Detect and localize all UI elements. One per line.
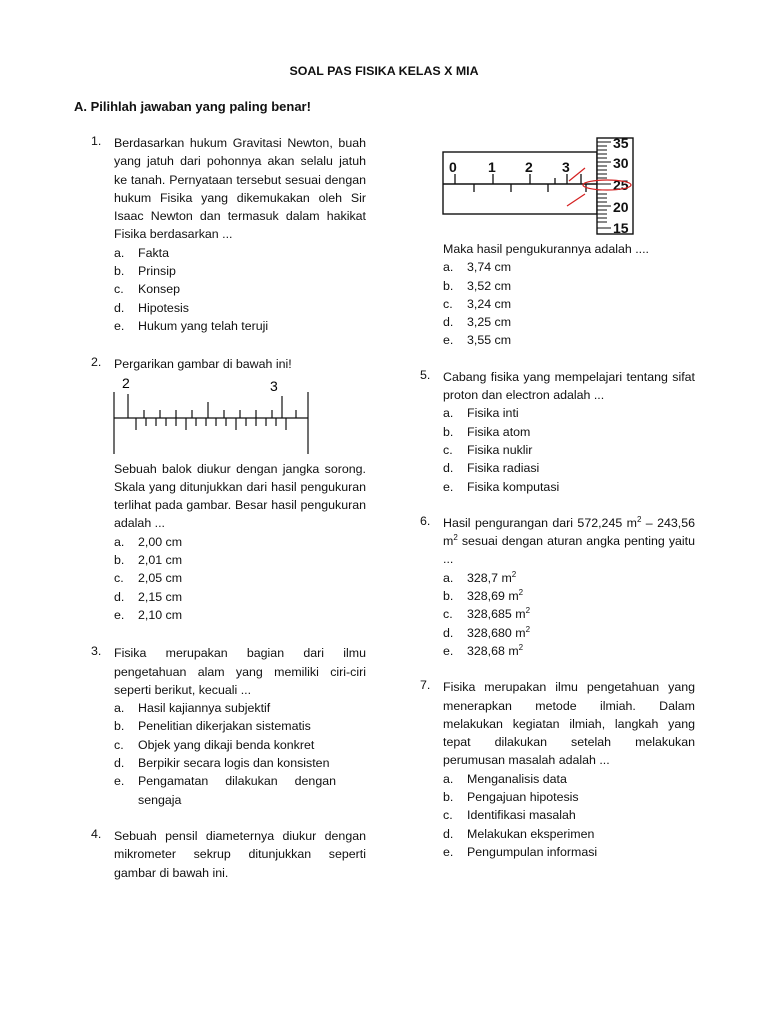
option-e[interactable]: e. 2,10 cm [114,607,183,622]
main-scale-label-0: 0 [449,159,457,175]
option-e[interactable]: e. Pengumpulan informasi [443,844,598,859]
question-number: 1. [91,134,102,148]
left-column [74,134,366,882]
option-b[interactable]: b. Pengajuan hipotesis [443,790,579,805]
thimble-label-30: 30 [613,155,629,171]
option-c[interactable]: c. Fisika nuklir [443,442,533,457]
option-c[interactable]: c. 328,685 $m^2$ [443,606,531,622]
question-7 [403,678,695,861]
thimble-label-25: 25 [613,177,629,193]
question-number: 6. [420,513,431,528]
question-text: Fisika merupakan bagian dari ilmu pengetahuan alam yang memiliki ciri-ciri seperti berikut, kecuali ... [114,646,366,697]
scale-label-2: 2 [122,374,130,391]
option-e[interactable]: e. Hukum yang telah teruji [114,318,269,333]
question-1 [74,134,366,335]
option-c[interactable]: c. Identifikasi masalah [443,808,576,823]
question-intro: Pergarikan gambar di bawah ini! [114,357,292,372]
option-a[interactable]: a. Menganalisis data [443,771,567,786]
vernier-caliper-figure [110,374,320,456]
question-text: Hasil pengurangan dari 572,245 $m^2 - 243,56$ $m^2$ sesuai dengan aturan angka penting yaitu ... [443,514,695,567]
option-b[interactable]: b. Fisika atom [443,424,531,439]
micrometer-figure [441,134,681,238]
scale-label-3: 3 [270,377,278,394]
option-a[interactable]: a. Fakta [114,245,169,260]
question-number: 4. [91,826,102,841]
question-number: 3. [91,644,102,659]
page-title: SOAL PAS FISIKA KELAS X MIA [289,64,479,78]
question-number: 7. [420,678,431,693]
options-list [443,404,695,495]
option-c[interactable]: c. 3,24 cm [443,296,512,311]
question-6 [403,514,695,660]
option-c[interactable]: c. Konsep [114,282,181,297]
option-a[interactable]: a. 328,7 $m^2$ [443,569,517,585]
option-d[interactable]: d. Berpikir secara logis dan konsisten [114,756,330,771]
option-e[interactable]: e. Pengamatan dilakukan dengan sengaja [114,774,336,807]
option-d[interactable]: d. 328,680 $m^2$ [443,624,531,640]
option-b[interactable]: b. Prinsip [114,264,176,279]
thimble-label-15: 15 [613,220,629,236]
question-5 [403,368,695,496]
options-list [114,244,366,335]
question-text: Cabang fisika yang mempelajari tentang sifat proton dan electron adalah ... [443,369,695,403]
question-4 [74,827,366,882]
option-b[interactable]: b. 2,01 cm [114,553,183,568]
option-a[interactable]: a. 2,00 cm [114,534,183,549]
right-column [403,134,695,861]
main-scale-label-3: 3 [562,159,570,175]
question-text: Sebuah balok diukur dengan jangka sorong. Skala yang ditunjukkan dari hasil pengukuran terlihat pada gambar. Besar hasil pengukuran adalah ... [114,461,366,531]
options-list [114,699,366,809]
option-d[interactable]: d. Fisika radiasi [443,461,540,476]
thimble-label-35: 35 [613,135,629,151]
options-list [114,533,366,624]
option-c[interactable]: c. 2,05 cm [114,571,183,586]
red-arrow-1 [569,168,585,181]
option-e[interactable]: e. 3,55 cm [443,333,512,348]
question-text: Sebuah pensil diameternya diukur dengan mikrometer sekrup ditunjukkan seperti gambar di bawah ini. [114,828,366,880]
option-a[interactable]: a. Fisika inti [443,406,519,421]
question-2 [74,355,366,624]
option-a[interactable]: a. 3,74 cm [443,260,512,275]
answer-prompt: Maka hasil pengukurannya adalah .... [443,242,649,256]
thimble-label-20: 20 [613,199,629,215]
question-text: Berdasarkan hukum Gravitasi Newton, buah yang jatuh dari pohonnya akan selalu jatuh ke tanah. Pernyataan tersebut sesuai dengan hukum Fisika yang dikemukakan oleh Sir Isaac Newton dan termasuk dalam hakikat Fisika berdasarkan ... [114,136,366,242]
options-list [443,569,695,660]
option-d[interactable]: d. 3,25 cm [443,315,512,330]
option-e[interactable]: e. 328,68 $m^2$ [443,642,524,658]
main-scale-label-1: 1 [488,159,496,175]
option-e[interactable]: e. Fisika komputasi [443,479,560,494]
question-number: 5. [420,367,431,382]
question-3 [74,644,366,809]
main-scale-label-2: 2 [525,159,533,175]
option-c[interactable]: c. Objek yang dikaji benda konkret [114,737,315,752]
option-d[interactable]: d. Hipotesis [114,300,189,315]
red-arrow-2 [567,194,585,206]
question-number: 2. [91,355,102,370]
question-text: Fisika merupakan ilmu pengetahuan yang menerapkan metode ilmiah. Dalam melakukan kegiatan ilmiah, langkah yang tepat dilakukan setelah melakukan perumusan masalah adalah ... [443,680,695,768]
option-b[interactable]: b. Penelitian dikerjakan sistematis [114,719,311,734]
option-b[interactable]: b. 3,52 cm [443,278,512,293]
options-list [443,258,695,349]
option-b[interactable]: b. 328,69 $m^2$ [443,587,524,604]
option-d[interactable]: d. Melakukan eksperimen [443,826,595,841]
options-list [443,770,695,861]
option-a[interactable]: a. Hasil kajiannya subjektif [114,701,271,716]
section-heading: A. Pilihlah jawaban yang paling benar! [74,99,311,114]
option-d[interactable]: d. 2,15 cm [114,589,183,604]
